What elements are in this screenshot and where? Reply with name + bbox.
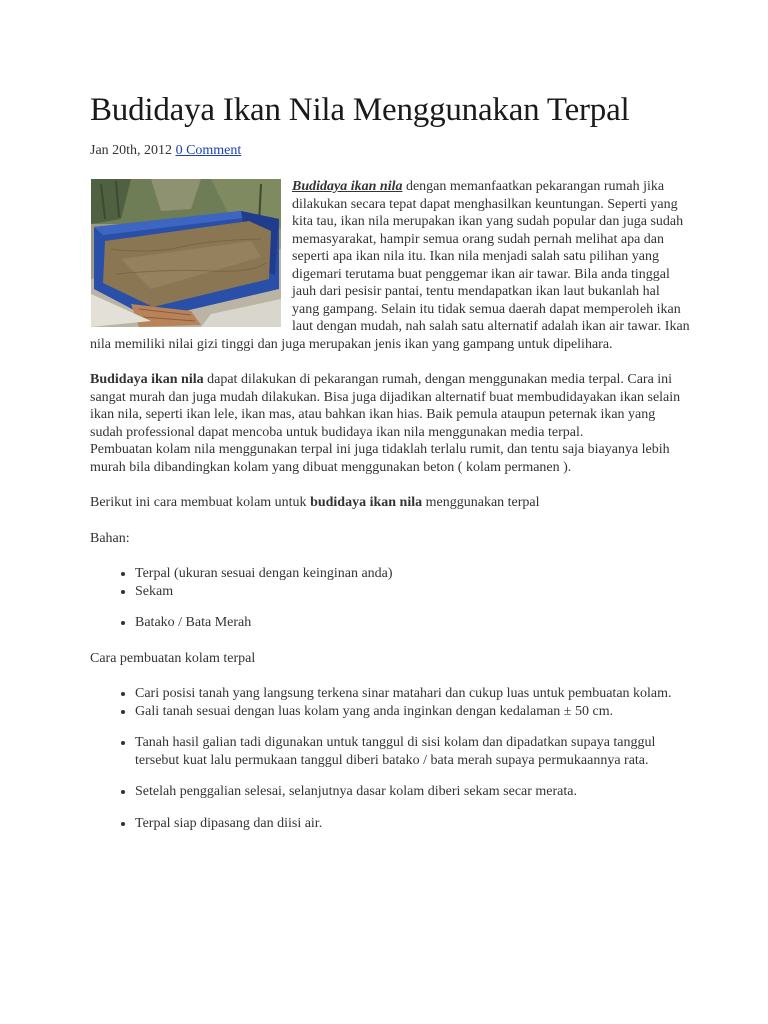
intro-lead: Budidaya ikan nila: [292, 179, 403, 194]
post-meta: [90, 143, 241, 159]
cara-label: Cara pembuatan kolam terpal: [90, 650, 256, 666]
intro-text: dengan memanfaatkan pekarangan rumah jika dilakukan secara tepat dapat menghasilkan keuntungan. Seperti yang kita tau, ikan nila merupakan ikan yang sudah popular dan juga sudah memasyarakat, hampir semua orang sudah pernah melihat apa dan seperti apa ikan nila itu. Ikan nila menjadi salah satu pilihan yang digemari terutama buat penggemar ikan air tawar. Bila anda tinggal jauh dari pesisir pantai, tentu mendapatkan ikan laut bukanlah hal yang gampang. Selain itu tidak semua daerah dapat memperoleh ikan laut dengan mudah, nah salah satu alternatif adalah ikan air tawar. Ikan nila memiliki nilai gizi tinggi dan juga merupakan jenis ikan yang gampang untuk dipelihara.: [90, 179, 690, 352]
bahan-list: [90, 565, 690, 632]
list-item: • Setelah penggalian selesai, selanjutnya dasar kolam diberi sekam secar merata.: [135, 783, 690, 801]
pond-photo: [91, 179, 281, 327]
bahan-label: Bahan:: [90, 530, 130, 546]
article-body: [90, 178, 690, 832]
paragraph-3: Pembuatan kolam nila menggunakan terpal ini juga tidaklah terlalu rumit, dan tentu saja biayanya lebih murah bila dibandingkan kolam yang dibuat menggunakan beton ( kolam permanen ).: [90, 442, 670, 475]
list-item: • Batako / Bata Merah: [135, 614, 690, 632]
paragraph-2: [90, 371, 690, 441]
para2-text: dapat dilakukan di pekarangan rumah, dengan menggunakan media terpal. Cara ini sangat murah dan juga mudah dilakukan. Bisa juga dijadikan alternatif buat membudidayakan ikan selain ikan nila, seperti ikan lele, ikan mas, atau bahkan ikan hias. Baik pemula ataupun peternak ikan yang sudah professional dapat mencoba untuk budidaya ikan nila menggunakan media terpal.: [90, 372, 681, 440]
list-item: • Sekam: [135, 583, 690, 601]
comment-link[interactable]: 0 Comment: [175, 143, 242, 158]
list-item: • Terpal siap dipasang dan diisi air.: [135, 815, 690, 833]
list-item: • Gali tanah sesuai dengan luas kolam yang anda inginkan dengan kedalaman ± 50 cm.: [135, 703, 690, 721]
para2-lead: Budidaya ikan nila: [90, 372, 204, 387]
list-item: • Cari posisi tanah yang langsung terkena sinar matahari dan cukup luas untuk pembuatan kolam.: [135, 685, 690, 703]
list-item: • Tanah hasil galian tadi digunakan untuk tanggul di sisi kolam dan dipadatkan supaya tanggul tersebut kuat lalu permukaan tanggul diberi batako / bata merah supaya permukaannya rata.: [135, 734, 690, 769]
post-date: Jan 20th, 2012: [90, 143, 173, 158]
list-item: • Terpal (ukuran sesuai dengan keinginan anda): [135, 565, 690, 583]
paragraph-4: Berikut ini cara membuat kolam untuk budidaya ikan nila menggunakan terpal: [90, 495, 540, 510]
cara-list: [90, 685, 690, 832]
page-title: Budidaya Ikan Nila Menggunakan Terpal: [90, 92, 630, 128]
